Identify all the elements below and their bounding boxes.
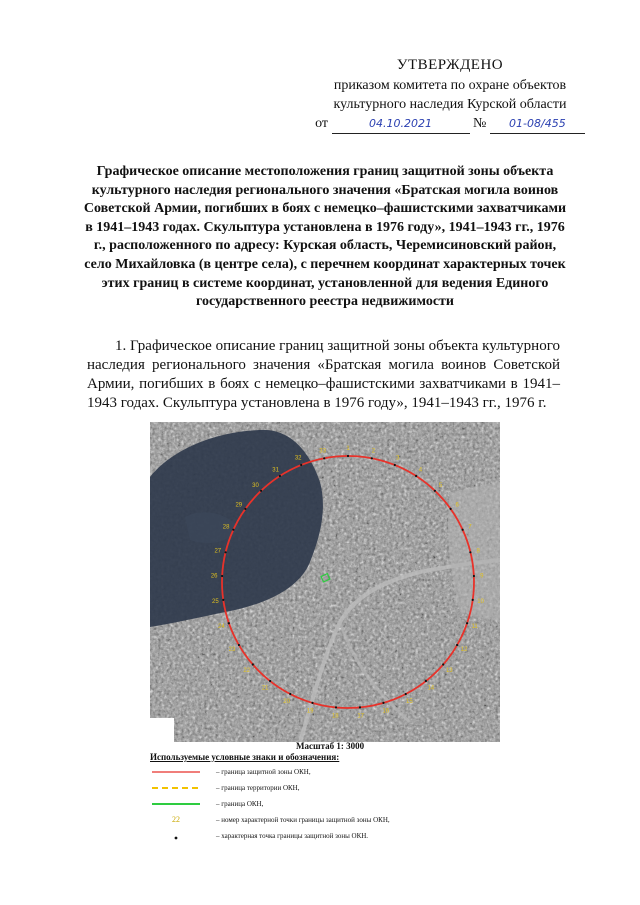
map-scale: Масштаб 1: 3000 <box>296 741 365 751</box>
characteristic-point <box>405 693 407 695</box>
approval-line-1: приказом комитета по охране объектов <box>333 78 567 93</box>
characteristic-point <box>359 706 361 708</box>
aerial-map <box>150 422 500 742</box>
characteristic-point <box>279 475 281 477</box>
legend-row-territory <box>150 781 450 795</box>
characteristic-point <box>300 464 302 466</box>
point-number-label: 30 <box>252 483 259 489</box>
point-icon <box>150 829 202 843</box>
characteristic-point <box>394 464 396 466</box>
characteristic-point <box>238 644 240 646</box>
approval-heading: УТВЕРЖДЕНО <box>396 57 504 73</box>
date-field: 04.10.2021 <box>332 117 470 134</box>
legend-text: – граница ОКН, <box>216 800 264 808</box>
document-title: Графическое описание местоположения границ защитной зоны объекта культурного наследия регионального значения «Братская могила воинов Советской Армии, погибших в боях с немецко–фашистскими захватчиками в 1941–1943 годах. Скульптура установлена в 1976 году», 1941–1943 гг., 1976 г., расположенного по адресу: Курская область, Черемисиновский район, село Михайловка (в центре села), с перечнем координат характерных точек этих границ в системе координат, установленной для ведения Единого государственного реестра недвижимости <box>83 164 567 310</box>
map-corner <box>150 718 174 742</box>
characteristic-point <box>382 702 384 704</box>
approval-block <box>300 56 600 134</box>
legend-text: – номер характерной точки границы защитной зоны ОКН, <box>216 816 390 824</box>
characteristic-point <box>450 508 452 510</box>
number-field: 01-08/455 <box>490 117 585 134</box>
characteristic-point <box>244 508 246 510</box>
legend-row-point <box>150 829 450 843</box>
characteristic-point <box>222 599 224 601</box>
point-number-label: 32 <box>294 455 302 462</box>
legend-row-number <box>150 813 450 827</box>
legend-title: Используемые условные знаки и обозначения: <box>150 752 340 762</box>
characteristic-point <box>442 663 444 665</box>
point-number-label: 4 <box>418 467 423 474</box>
point-number-label: 23 <box>228 647 236 653</box>
point-number-label: 3 <box>396 455 400 462</box>
characteristic-point <box>456 644 458 646</box>
number-label-icon: 22 <box>172 815 180 824</box>
characteristic-point <box>311 702 313 704</box>
paragraph-1: 1. Графическое описание границ защитной зоны объекта культурного наследия регионального значения «Братская могила воинов Советской Армии, погибших в боях с немецко–фашистскими захватчиками в 1941–1943 годах. Скульптура установлена в 1976 году», 1941–1943 гг., 1976 г. <box>87 338 560 411</box>
legend-text: – характерная точка границы защитной зоны ОКН. <box>216 832 369 840</box>
point-number-label: 7 <box>468 524 472 531</box>
point-number-label: 29 <box>235 502 243 509</box>
characteristic-point <box>462 529 464 531</box>
point-number-label: 33 <box>319 448 326 455</box>
point-number-label: 15 <box>406 699 413 706</box>
legend-row-okn <box>150 797 450 811</box>
characteristic-point <box>252 663 254 665</box>
characteristic-point <box>434 490 436 492</box>
approval-line-2: культурного наследия Курской области <box>333 97 567 112</box>
characteristic-point <box>466 622 468 624</box>
point-number-label: 27 <box>214 548 222 555</box>
approval-date-row <box>300 114 600 134</box>
number-prefix: № <box>473 116 487 131</box>
characteristic-point <box>335 706 337 708</box>
point-number-label: 11 <box>471 623 478 630</box>
characteristic-point <box>371 457 373 459</box>
point-number-label: 18 <box>331 713 339 720</box>
point-number-label: 22 <box>243 667 251 674</box>
characteristic-point <box>260 490 262 492</box>
point-number-label: 8 <box>476 548 480 555</box>
point-number-label: 5 <box>438 483 443 489</box>
point-number-label: 31 <box>272 467 279 474</box>
legend-row-zone <box>150 765 450 779</box>
characteristic-point <box>221 575 223 577</box>
legend-text: – граница территории ОКН, <box>216 784 300 792</box>
point-number-label: 9 <box>480 573 484 580</box>
green-line-icon <box>150 797 202 811</box>
characteristic-point <box>472 599 474 601</box>
characteristic-point <box>289 693 291 695</box>
point-number-label: 14 <box>427 685 435 692</box>
point-number-label: 2 <box>371 448 376 455</box>
map-canvas <box>150 422 500 742</box>
characteristic-point <box>232 529 234 531</box>
point-number-label: 21 <box>261 685 269 692</box>
characteristic-point <box>415 475 417 477</box>
red-line-icon <box>150 765 202 779</box>
characteristic-point <box>323 457 325 459</box>
characteristic-point <box>347 455 349 457</box>
point-number-label: 16 <box>382 708 390 715</box>
point-number-label: 26 <box>210 573 218 580</box>
point-number-label: 13 <box>445 667 453 674</box>
characteristic-point <box>425 680 427 682</box>
point-number-label: 19 <box>306 708 314 715</box>
point-number-label: 10 <box>477 599 484 606</box>
point-number-label: 12 <box>460 647 468 653</box>
point-number-label: 24 <box>218 623 225 630</box>
point-number-label: 17 <box>357 713 365 720</box>
point-number-label: 25 <box>212 599 219 606</box>
characteristic-point <box>228 622 230 624</box>
date-prefix: от <box>315 116 329 131</box>
yellow-dashed-line-icon <box>150 781 202 795</box>
characteristic-point <box>473 575 475 577</box>
legend-text: – граница защитной зоны ОКН, <box>216 768 311 776</box>
characteristic-point <box>269 680 271 682</box>
point-number-label: 1 <box>346 446 350 452</box>
characteristic-point <box>469 551 471 553</box>
point-number-label: 28 <box>222 524 230 531</box>
point-number-label: 6 <box>455 502 459 509</box>
point-number-label: 20 <box>283 699 290 706</box>
characteristic-point <box>225 551 227 553</box>
